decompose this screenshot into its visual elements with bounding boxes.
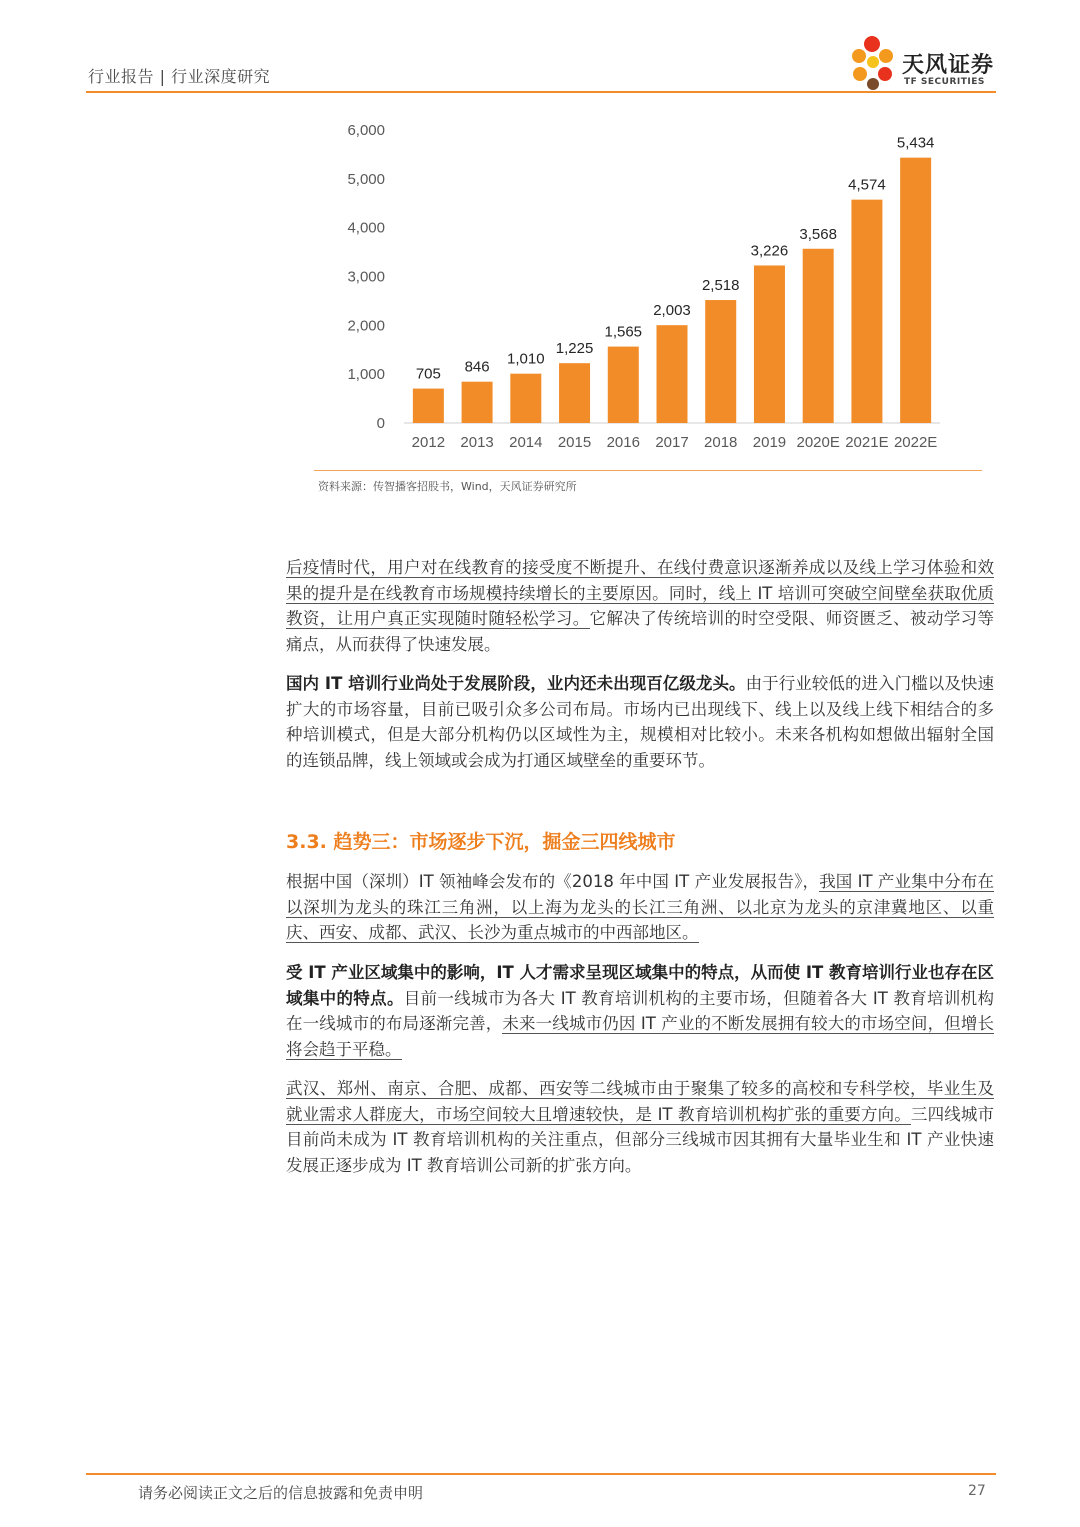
bar [900,158,931,423]
y-tick-label: 0 [376,415,385,432]
bar-value-label: 2,518 [701,277,740,295]
paragraph-4-part-c: 未来一线城市仍因 IT 产业的不断发展拥有较大的市场空间，但增长将会趋于平稳。 [286,1014,995,1059]
y-tick-label: 5,000 [347,170,385,188]
paragraph-5-part-a: 武汉、郑州、南京、合肥、成都、西安等二线城市由于聚集了较多的高校和专科学校，毕业生及就业需求人群庞大，市场空间较大且增速较快，是 IT 教育培训机构扩张的重要方向。 [286,1079,994,1124]
paragraph-1-part-c: 它解决了传统培训的时空受限、师资匮乏、被动学习等痛点，从而获得了快速发展。 [286,609,995,654]
bar-value-label: 3,226 [750,242,789,260]
bar [851,200,882,423]
bars [413,158,931,423]
bar [462,382,493,423]
y-axis-ticks [347,122,385,432]
x-tick-label: 2022E [893,434,938,451]
x-tick-label: 2019 [752,434,787,451]
section-title: 3.3. 趋势三：市场逐步下沉，掘金三四线城市 [286,831,676,853]
chart-source: 资料来源：传智播客招股书，Wind，天风证券研究所 [318,480,577,493]
logo-name-cn: 天风证券 [902,53,995,78]
bar [559,363,590,423]
bar-value-label: 1,565 [604,323,643,341]
bar [803,249,834,423]
paragraph-2 [286,671,994,773]
bar-value-label: 1,225 [555,340,594,358]
y-tick-label: 3,000 [347,268,385,286]
paragraph-1-part-a: 后疫情时代，用户对在线教育的接受度不断提升、在线付费意识逐渐养成以及线上学习体验和效果的提升是在线教育市场规模持续增长的主要原因。 [286,558,994,603]
x-tick-label: 2014 [509,434,543,451]
paragraph-4-lead: 受 IT 产业区域集中的影响，IT 人才需求呈现区域集中的特点，从而使 IT 教育培训行业也存在区域集中的特点。 [286,963,994,1008]
source-divider [314,470,982,471]
logo-name-en: TF SECURITIES [904,77,985,87]
paragraph-2-body: 由于行业较低的进入门槛以及快速扩大的市场容量，目前已吸引众多公司布局。市场内已出现线下、线上以及线上线下相结合的多种培训模式，但是大部分机构仍以区域性为主，规模相对比较小。未来各机构如想做出辐射全国的连锁品牌，线上领域或会成为打通区域壁垒的重要环节。 [286,674,994,770]
paragraph-4 [286,960,994,1062]
x-tick-label: 2018 [704,434,738,451]
y-tick-label: 2,000 [347,317,385,335]
bar [705,300,736,423]
bar-value-label: 1,010 [507,350,545,368]
paragraph-3-part-b: 我国 IT 产业集中分布在以深圳为龙头的珠江三角洲，以上海为龙头的长江三角洲、以北京为龙头的京津冀地区、以重庆、西安、成都、武汉、长沙为重点城市的中西部地区。 [286,872,994,942]
x-tick-label: 2016 [606,434,640,451]
y-tick-label: 1,000 [347,366,385,384]
bar-value-label: 846 [464,358,490,376]
paragraph-3-part-a: 根据中国（深圳）IT 领袖峰会发布的《2018 年中国 IT 产业发展报告》， [286,872,820,891]
bar [657,325,688,423]
paragraph-3 [286,869,994,946]
paragraph-5 [286,1076,994,1178]
bar-value-label: 5,434 [896,134,935,152]
paragraph-5-part-b: 三四线城市目前尚未成为 IT 教育培训机构的关注重点，但部分三线城市因其拥有大量毕业生和 IT 产业快速发展正逐步成为 IT 教育培训公司新的扩张方向。 [286,1104,994,1175]
x-axis-ticks [412,434,938,451]
market-size-bar-chart [0,0,1080,470]
y-tick-label: 6,000 [347,122,385,139]
footer-divider [86,1473,996,1475]
bar [754,265,785,423]
bar [608,347,639,423]
x-tick-label: 2015 [557,434,592,451]
paragraph-4-part-b: 目前一线城市为各大 IT 教育培训机构的主要市场，但随着各大 IT 教育培训机构在一线城市的布局逐渐完善， [286,988,995,1033]
bar-value-label: 705 [415,365,441,383]
x-tick-label: 2012 [411,434,446,451]
header-title: 行业报告 | 行业深度研究 [88,67,271,86]
x-tick-label: 2021E [845,434,889,451]
x-tick-label: 2013 [460,434,494,451]
paragraph-2-lead: 国内 IT 培训行业尚处于发展阶段，业内还未出现百亿级龙头。 [286,674,746,693]
x-tick-label: 2017 [655,434,689,451]
bar-value-label: 4,574 [848,176,886,194]
x-tick-label: 2020E [796,434,840,451]
bar [413,389,444,423]
footer-disclaimer: 请务必阅读正文之后的信息披露和免责申明 [138,1484,424,1502]
bar [510,374,541,423]
bar-value-label: 3,568 [799,225,837,243]
paragraph-1-part-b: 同时，线上 IT 培训可突破空间壁垒获取优质教资，让用户真正实现随时随轻松学习。 [286,583,995,628]
paragraph-1 [286,555,994,657]
page-number: 27 [968,1483,986,1499]
y-tick-label: 4,000 [347,219,385,237]
bar-value-label: 2,003 [653,302,691,320]
